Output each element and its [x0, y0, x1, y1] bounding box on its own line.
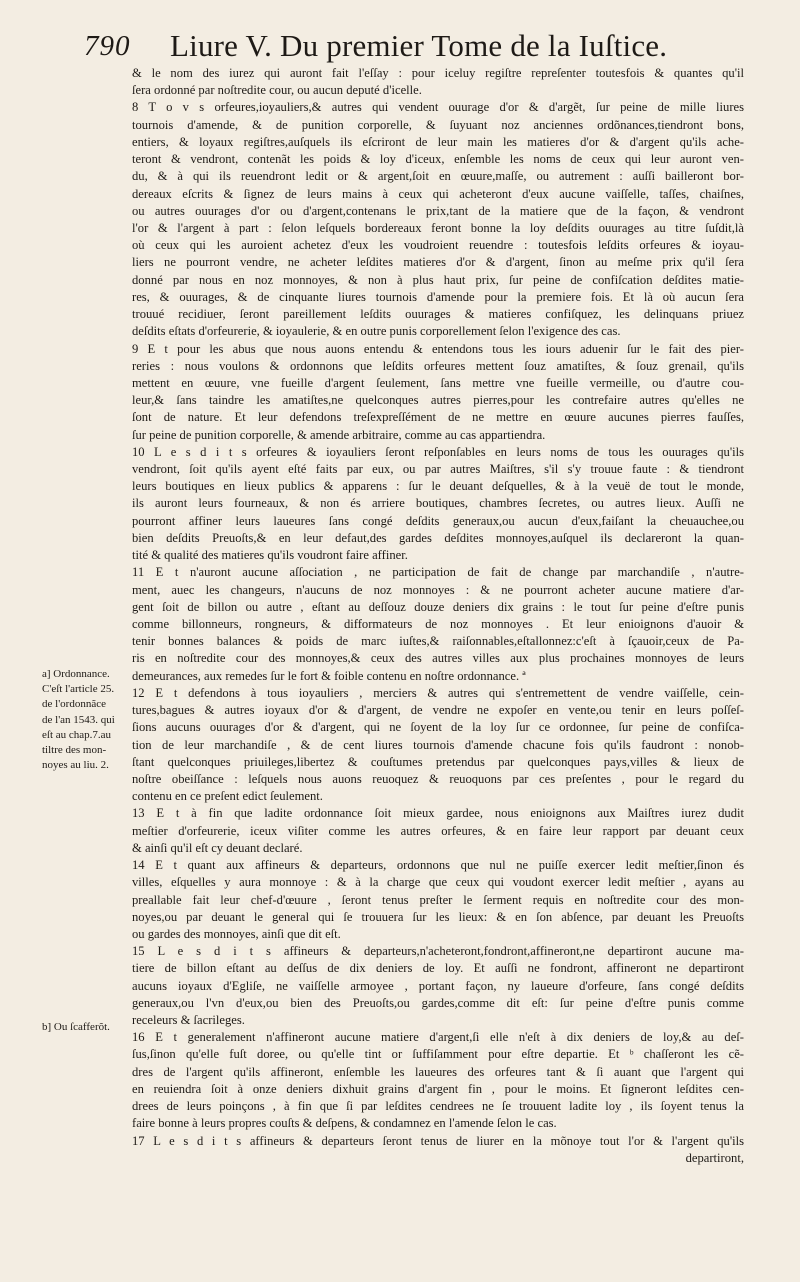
text-line: preallable fait leur chef-d'œuure , ſeront tenus preſter le ſerment requis en noſtredite cour des mon-: [132, 892, 744, 907]
text-line: tité & qualité des matieres qu'ils voudront faire affiner.: [132, 548, 408, 563]
note-line: noyes au liu. 2.: [42, 759, 109, 772]
marginal-note-a: [42, 667, 134, 773]
text-line: mettent en œuure, vne fueille d'argent ſeulement, ſans mettre vne fueille vermeille, ou d'autre cou-: [132, 375, 744, 390]
text-line: ſtant quelconques priuileges,libertez & couſtumes pretendus par quelconques pays,villes & lieux de: [132, 754, 744, 769]
text-line: tion de leur marchandiſe , & de cent liures tournois d'amende chacune fois qu'ils faudront : nonob-: [132, 737, 744, 752]
text-line: 15 L e s d i t s affineurs & departeurs,n'acheteront,fondront,affineront,ne departiront aucune ma-: [132, 944, 744, 959]
text-line: bien deſdits Preuoſts,& en leur defaut,des gardes deſdites monnoyes,auſquel ils declareront la quan-: [132, 530, 744, 545]
text-line: reries : nous voulons & ordonnons que leſdits orfeures mettent ſouz amatiſtes, & ſouz grenail, qu'ils: [132, 358, 744, 373]
text-line: leur,& ſans taindre les amatiſtes,ne quelconques autres pierres,pour les contrefaire autres qu'elles ne: [132, 393, 744, 408]
text-line: generaux,ou l'vn d'eux,ou bien des Preuoſts,ou gardes,comme dit eſt: ſur peine d'eſtre punis comme: [132, 995, 744, 1010]
text-line: ment, auec les changeurs, n'aucuns de noz monnoyes : & ne pourront acheter aucune matiere d'ar-: [132, 582, 744, 597]
text-line: trouué recidiuer, ſeront pareillement leſdits ouurages & matieres confiſquez, les delinquans priuez: [132, 307, 744, 322]
body-text: [132, 65, 744, 1167]
text-line: ſus,ſinon qu'elle fuſt doree, ou qu'elle tint or ſuffiſamment pour eſtre departie. Et ᵇ chaſſeront les cẽ-: [132, 1047, 744, 1062]
text-line: 10 L e s d i t s orfeures & ioyauliers ſeront reſponſables en leurs noms de tous les ouurages qu'ils: [132, 444, 744, 459]
text-line: demeurances, aux remedes ſur le fort & foible contenu en noſtre ordonnance. ª: [132, 668, 526, 683]
text-line: leurs boutiques en lieux publics & apparens : ſur le deuant deſquelles, & à la veuë de tout le monde,: [132, 479, 744, 494]
text-line: deſdits eſtats d'orfeurerie, & ioyaulerie, & en outre punis corporellement ſelon l'exigence des cas.: [132, 324, 621, 339]
text-line: tournois d'amende, & de punition corporelle, & ſuyuant noz anciennes ordõnances,tiendront bons,: [132, 117, 744, 132]
note-line: tiltre des mon-: [42, 744, 107, 757]
text-line: ſions aucuns ouurages d'or & d'argent, qui ne ſoyent de la loy ſur ce ordonnee, ſur peine de confiſca-: [132, 720, 744, 735]
text-line: du, & à qui ils reuendront ledit or & argent,ſoit en œuure,maſſe, ou autrement : auſſi bailleront bor-: [132, 169, 744, 184]
text-line: villes, eſquelles y aura monnoye : & à la charge que ceux qui voudont exercer ledit meſtier , ayans au: [132, 875, 744, 890]
text-line: receleurs & ſacrileges.: [132, 1013, 245, 1028]
text-line: departiront,: [685, 1150, 744, 1165]
text-line: drees de leurs poinçons , à fin que ſi par leſdites cendrees ne ſe trouuent ladite loy , ils ſoyent tenus la: [132, 1099, 744, 1114]
running-title: Liure V. Du premier Tome de la Iuſtice.: [170, 28, 668, 63]
text-line: entiers, & loyaux regiſtres,auſquels ils eſcriront de leur main les matieres d'or & d'argent qu'ils ache-: [132, 134, 744, 149]
marginal-note-b: [42, 1020, 134, 1035]
text-line: faire bonne à leurs propres couſts & deſpens, & condamnez en l'amende ſelon le cas.: [132, 1116, 557, 1131]
text-line: meſtier d'orfeurerie, iceux viſiter comme les autres orfeures, & en faire leur rapport par deuant ceux: [132, 823, 744, 838]
text-line: 11 E t n'auront aucune aſſociation , ne participation de fait de change par marchandiſe , n'autre-: [132, 565, 744, 580]
text-line: où ceux qui les auroient achetez d'eux les voudroient reuendre : toutesfois leſdits orfeures & ioyau-: [132, 238, 744, 253]
text-line: tures,bagues & autres ioyaux d'or & d'argent, de vendre ne expoſer en vente,ou tenir en leurs poſſeſ-: [132, 703, 744, 718]
text-line: ils auront leurs fourneaux, & non és arriere boutiques, chambres ſecretes, ou autres lieux. Auſſi ne: [132, 496, 744, 511]
text-line: gent ſoit de billon ou autre , eſtant au deſſouz douze deniers dix grains : le tout ſur peine d'eſtre punis: [132, 599, 744, 614]
text-line: ou autres ouurages d'or ou d'argent,contenans le prix,tant de la matiere que de la façon, & vendront: [132, 203, 744, 218]
note-line: de l'ordonnãce: [42, 698, 106, 711]
text-line: l'or & l'argent à part : ſelon leſquels bordereaux feront bonne la loy deſdits ouurages au titre ſuſdit,là: [132, 220, 744, 235]
note-line: C'eſt l'article 25.: [42, 683, 115, 696]
text-line: noyes,ou par deuant le general qui ſe trouuera ſur les lieux: & en ſon abſence, par deuant les Preuoſts: [132, 909, 744, 924]
text-line: & le nom des iurez qui auront fait l'eſſay : pour iceluy regiſtre repreſenter toutesfois & quantes qu'il: [132, 66, 744, 80]
note-line: de l'an 1543. qui: [42, 713, 115, 726]
text-line: donné par nous en noz monnoyes, & non à plus haut prix, ſur peine de confiſcation deſdites matie-: [132, 272, 744, 287]
text-line: teront & vendront, contenãt les poids & loy d'iceux, enſemble les noms de ceux qui leur auront ven-: [132, 152, 744, 167]
text-line: 9 E t pour les abus que nous auons entendu & entendons tous les iours aduenir ſur le fait des pier-: [132, 341, 744, 356]
text-line: 16 E t generalement n'affineront aucune matiere d'argent,ſi elle n'eſt à dix deniers de loy,& au deſ-: [132, 1030, 744, 1045]
text-line: ou gardes des monnoyes, ainſi que dit eſt.: [132, 926, 341, 941]
text-line: aucuns ioyaux d'Egliſe, ne vaiſſelle armoyee , portant façon, ny laueure d'orfeure, ſans congé deſdits: [132, 978, 744, 993]
text-line: & ainſi qu'il eſt cy deuant declaré.: [132, 840, 303, 855]
text-line: liers ne pourront vendre, ne acheter leſdites matieres d'or & d'argent, ſinon au meſme prix qu'il ſera: [132, 255, 744, 270]
text-line: dres de l'argent qu'ils affineront, enſemble les laueures des orfeures tant & ſi auant que l'argent qui: [132, 1064, 744, 1079]
text-line: 12 E t defendons à tous ioyauliers , merciers & autres qui s'entremettent de vendre vaiſſelle, cein-: [132, 685, 744, 700]
text-line: ris en noſtredite cour des monnoyes,& ceux des autres villes aux plus prochaines monnoyes de leurs: [132, 651, 744, 666]
text-line: ſont de nature. Et leur defendons treſexpreſſément de ne mettre en œuure aucunes pierres fauſſes,: [132, 410, 744, 425]
text-line: dereaux eſcrits & ſignez de leurs mains à ceux qui acheteront d'eux aucune vaiſſelle, taſſes, chaiſnes,: [132, 186, 744, 201]
text-line: 8 T o v s orfeures,ioyauliers,& autres qui vendent ouurage d'or & d'argẽt, ſur peine de mille liures: [132, 100, 744, 115]
text-line: 17 L e s d i t s affineurs & departeurs ſeront tenus de liurer en la mõnoye tout l'or & l'argent qu'ils: [132, 1133, 744, 1148]
text-line: ſur peine de punition corporelle, & amende arbitraire, comme au cas appartiendra.: [132, 427, 546, 442]
text-line: 13 E t à fin que ladite ordonnance ſoit mieux gardee, nous enioignons aux Maiſtres iurez dudit: [132, 806, 744, 821]
text-line: 14 E t quant aux affineurs & departeurs, ordonnons que nul ne puiſſe exercer ledit meſtier,ſinon és: [132, 858, 744, 873]
text-line: tenir bonnes balances & poids de marc iuſtes,& raiſonnables,eſtallonnez:c'eſt à ſçauoir,ceux de Pa-: [132, 634, 744, 649]
note-line: a] Ordonnance.: [42, 668, 110, 680]
text-line: noſtre obeiſſance : leſquels nous auons reuoquez & reuoquons par ces preſentes , pour le regard du: [132, 771, 744, 786]
text-line: vendront, ſoit qu'ils ayent eſté faits par eux, ou par autres Maiſtres, s'il s'y trouue faute : & tiendront: [132, 462, 744, 477]
page-number: 790: [84, 30, 131, 62]
text-line: ſera ordonné par noſtredite cour, ou aucun deputé d'icelle.: [132, 83, 422, 98]
text-line: contenu en ce preſent edict ſeulement.: [132, 789, 323, 804]
note-line: eſt au chap.7.au: [42, 728, 112, 741]
text-line: tiere de billon eſtant au deſſus de dix deniers de loy. Et auſſi ne fondront, affineront ne departiront: [132, 961, 744, 976]
text-line: pourront affiner leurs laueures ſans congé deſdits generaux,ou aucun d'eux,faiſant la cheuauchee,ou: [132, 513, 744, 528]
text-line: res, & ouurages, & de cinquante liures tournois d'amende pour la premiere fois. Et là où aucun ſera: [132, 289, 744, 304]
note-line: b] Ou ſcafferõt.: [42, 1021, 110, 1033]
text-line: comme billonneurs, rongneurs, & difformateurs de noz monnoyes . Et leur enioignons d'auoir &: [132, 617, 744, 631]
text-line: en reuiendra ſoit à onze deniers dixhuit grains d'argent fin , pour le moins. Et ſigneront leſdites cen-: [132, 1081, 744, 1096]
